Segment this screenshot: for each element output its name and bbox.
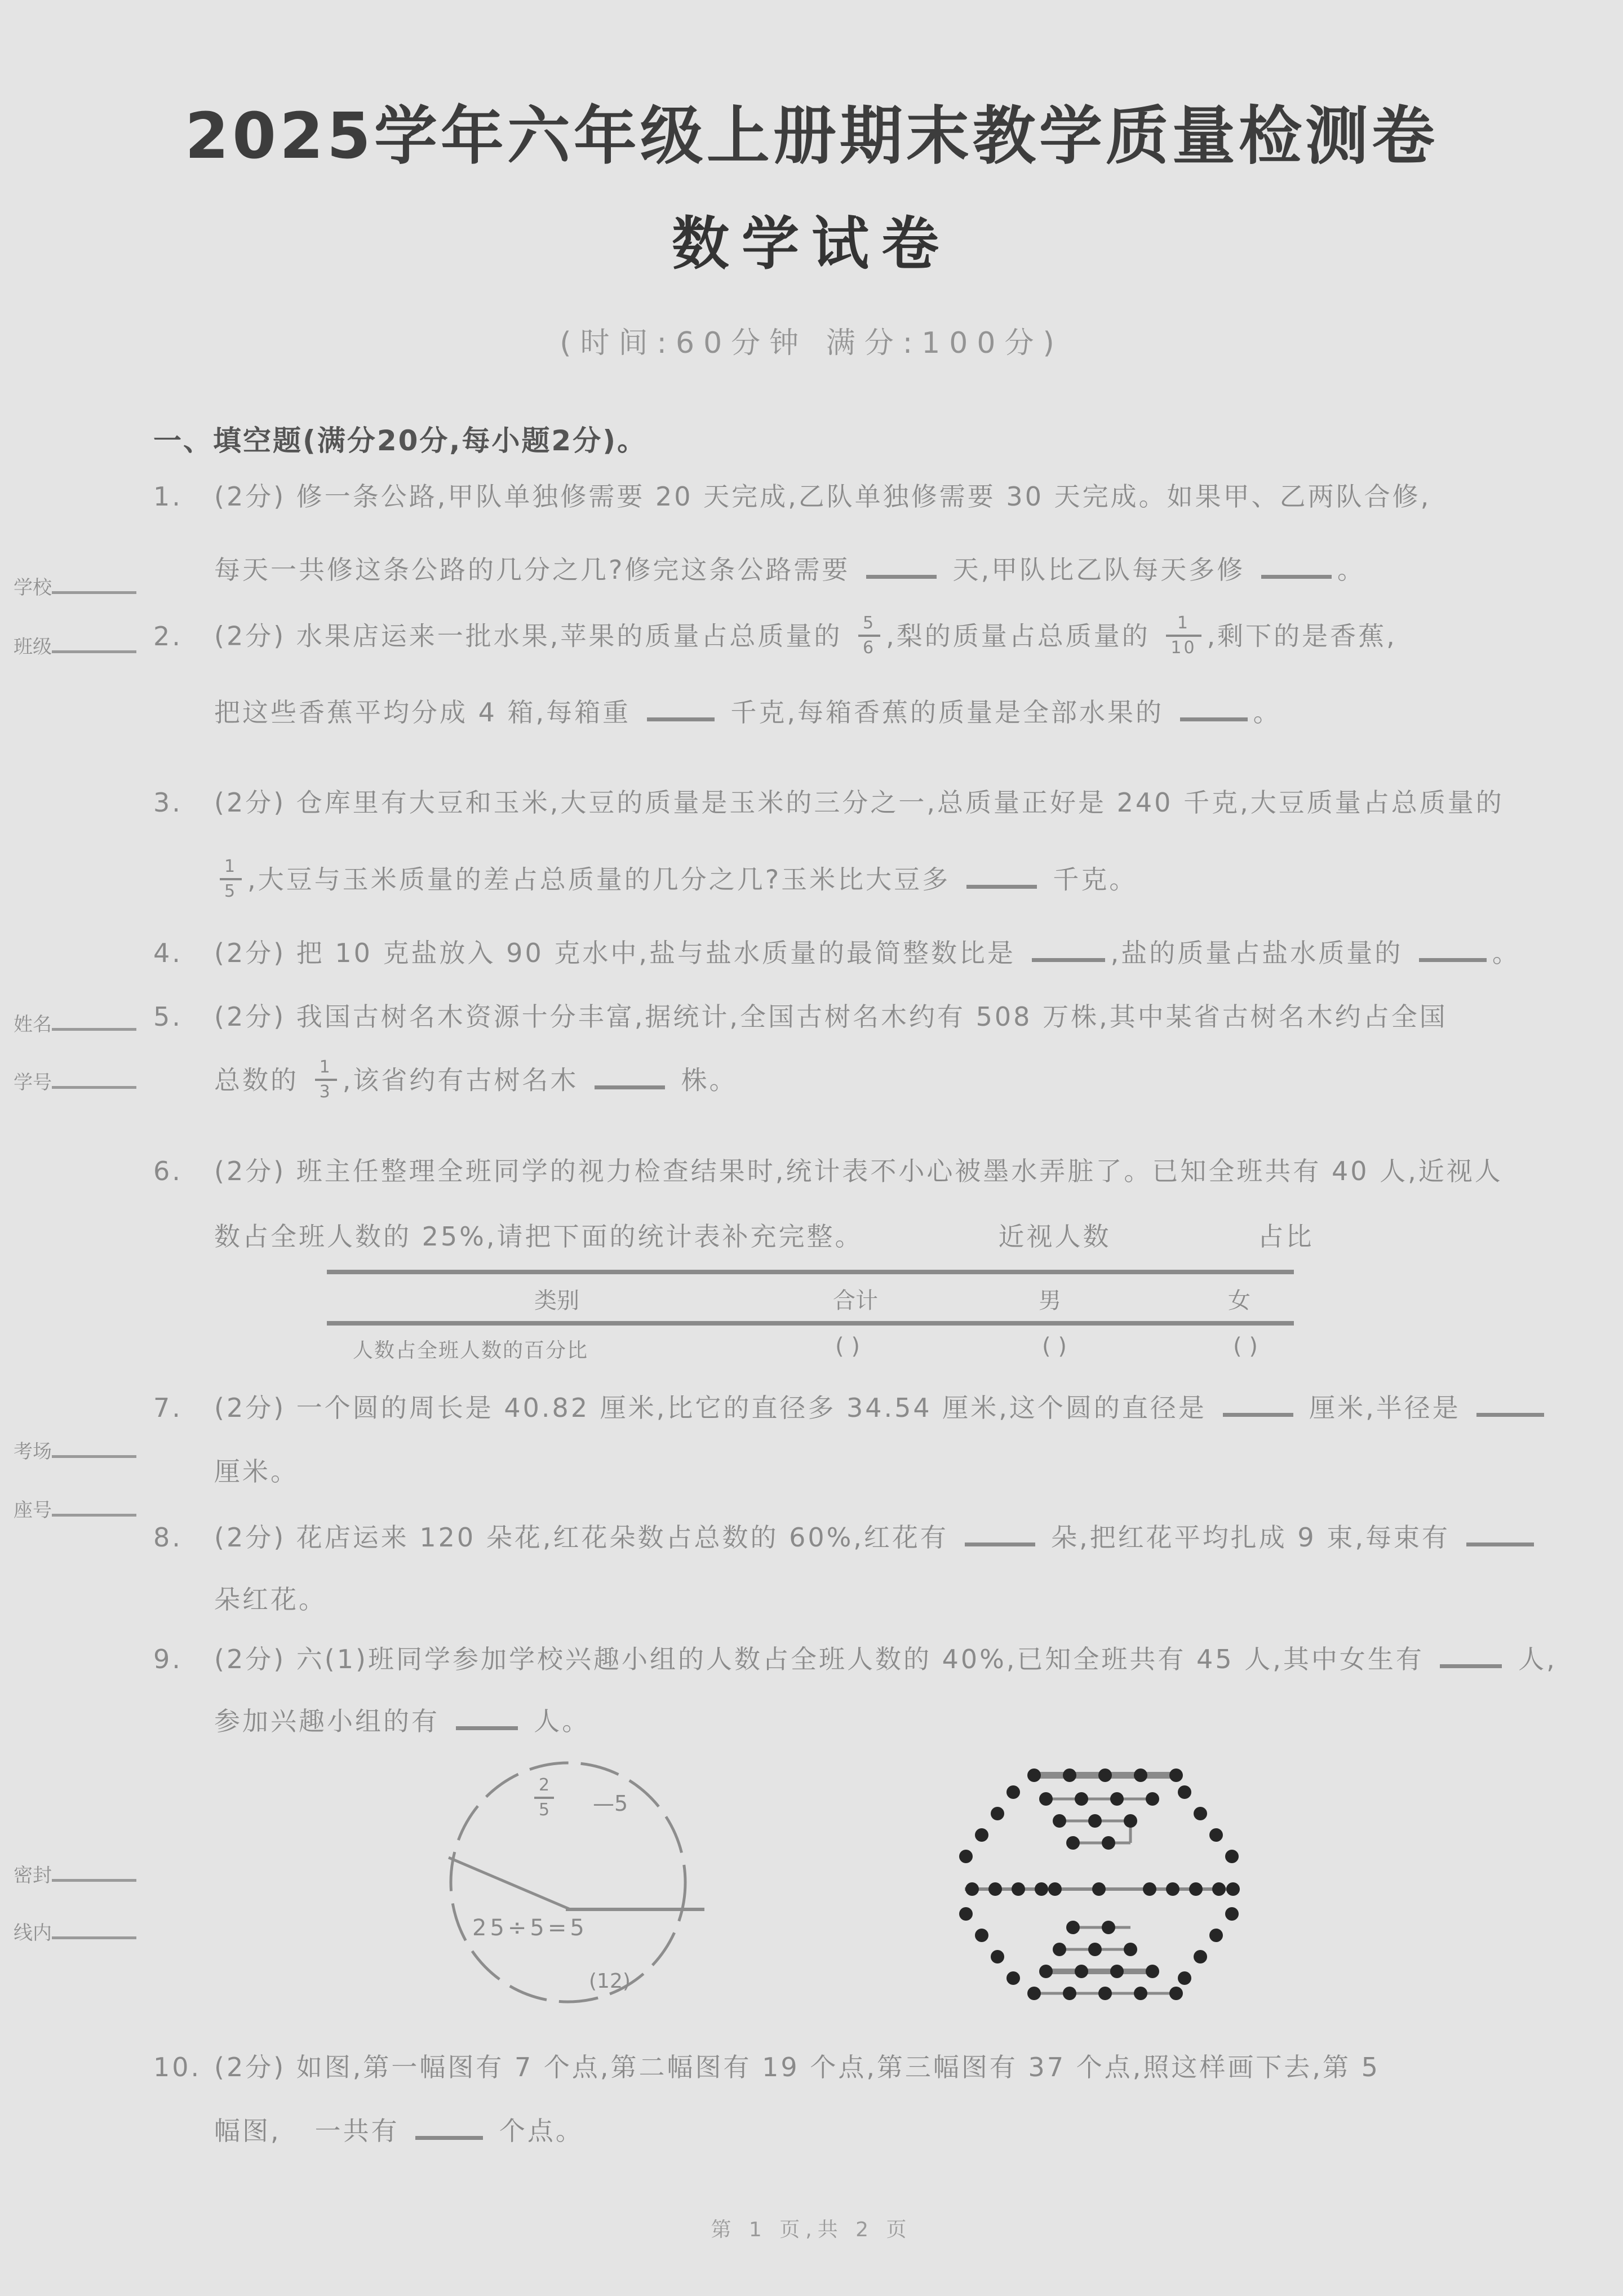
question-text: (2分) 修一条公路,甲队单独修需要 20 天完成,乙队单独修需要 30 天完成。如果甲、乙两队合修, — [214, 481, 1431, 512]
question-3-line — [214, 858, 1137, 900]
question-text: 千克。 — [1042, 864, 1138, 895]
margin-blank-line — [52, 1011, 136, 1031]
table-header-female: 女 — [1228, 1288, 1250, 1314]
question-5-line — [214, 1058, 738, 1101]
margin-label — [14, 631, 136, 659]
page-title: 2025学年六年级上册期末教学质量检测卷 — [185, 100, 1438, 173]
answer-blank — [1466, 1518, 1534, 1546]
question-text: 一共有 — [314, 2116, 410, 2146]
table-header-male: 男 — [1039, 1288, 1061, 1314]
question-text: (2分) 把 10 克盐放入 90 克水中,盐与盐水质量的最简整数比是 — [214, 938, 1026, 968]
answer-blank — [1261, 550, 1332, 579]
margin-label-text: 密封 — [14, 1864, 52, 1887]
question-text: (2分) 班主任整理全班同学的视力检查结果时,统计表不小心被墨水弄脏了。已知全班共有 40 人,近视人 — [214, 1156, 1503, 1186]
margin-label-text: 学号 — [14, 1071, 52, 1094]
question-number: 9. — [153, 1644, 183, 1674]
margin-label — [14, 1495, 136, 1522]
question-text: ,盐的质量占盐水质量的 — [1110, 938, 1413, 968]
table-top-rule — [327, 1270, 1294, 1274]
answer-blank — [415, 2111, 483, 2140]
fraction-two-fifths: $\frac{2}{5}$ — [534, 1776, 554, 1819]
margin-label — [14, 1009, 136, 1036]
answer-blank — [595, 1061, 665, 1089]
table-header-category: 类别 — [534, 1288, 579, 1314]
question-text: (2分) 仓库里有大豆和玉米,大豆的质量是玉米的三分之一,总质量正好是 240 千克,大豆质量占总质量的 — [214, 787, 1504, 818]
margin-label — [14, 1436, 136, 1464]
question-number: 1. — [153, 481, 183, 512]
question-text: 人。 — [523, 1706, 591, 1736]
question-number: 2. — [153, 620, 183, 651]
margin-label-text: 考场 — [14, 1440, 52, 1463]
question-text: (2分) 一个圆的周长是 40.82 厘米,比它的直径多 34.54 厘米,这个圆的直径是 — [214, 1393, 1217, 1423]
question-text: (2分) 水果店运来一批水果,苹果的质量占总质量的 — [214, 620, 853, 651]
question-text: ,该省约有古树名木 — [342, 1065, 589, 1096]
circle-figure-fraction — [529, 1776, 560, 1819]
answer-blank — [1419, 933, 1487, 962]
fraction: $\frac{5}{6}$ — [858, 614, 880, 657]
question-text: 厘米。 — [214, 1456, 299, 1487]
question-text: ,大豆与玉米质量的差占总质量的几分之几?玉米比大豆多 — [247, 864, 961, 895]
question-number: 6. — [153, 1156, 183, 1186]
answer-blank — [966, 860, 1037, 889]
answer-blank — [965, 1518, 1035, 1546]
question-number: 8. — [153, 1522, 183, 1553]
question-2-line — [153, 614, 1397, 657]
margin-blank-line — [52, 574, 136, 594]
question-3-line — [153, 782, 1504, 819]
page-subtitle: 数学试卷 — [672, 211, 951, 278]
question-text: 厘米,半径是 — [1298, 1393, 1471, 1423]
answer-blank — [1032, 933, 1105, 962]
question-text: 近视人数 — [998, 1221, 1111, 1252]
question-6-line — [153, 1151, 1503, 1188]
question-number: 3. — [153, 787, 183, 818]
table-header-total: 合计 — [833, 1288, 878, 1314]
answer-blank — [1180, 693, 1248, 721]
question-text: 把这些香蕉平均分成 4 箱,每箱重 — [214, 697, 641, 728]
question-1-line — [214, 549, 1365, 587]
question-9-line — [214, 1701, 590, 1738]
circle-figure-note: (12) — [589, 1970, 631, 1993]
page-number: 第 1 页,共 2 页 — [711, 2218, 912, 2241]
question-2-line — [214, 692, 1281, 729]
question-number: 4. — [153, 938, 183, 968]
margin-blank-line — [52, 633, 136, 653]
question-7-line — [153, 1388, 1550, 1425]
question-1-line — [153, 476, 1431, 513]
margin-label-text: 线内 — [14, 1922, 52, 1944]
table-row-label: 人数占全班人数的百分比 — [353, 1339, 589, 1362]
circle-figure-side-label: —5 — [593, 1791, 628, 1816]
fraction: $\frac{1}{10}$ — [1166, 614, 1201, 657]
answer-blank — [1440, 1639, 1502, 1668]
question-8-line — [153, 1517, 1540, 1554]
question-text: 幅图, — [214, 2116, 281, 2146]
margin-label-text: 姓名 — [14, 1013, 52, 1036]
dot-pattern-figure — [959, 1768, 1240, 2000]
table-value-male: ( ) — [1042, 1333, 1067, 1359]
question-text: 总数的 — [214, 1065, 309, 1096]
question-6-line — [214, 1216, 1314, 1253]
answer-blank — [1223, 1388, 1293, 1417]
question-number: 5. — [153, 1001, 183, 1032]
margin-label — [14, 1860, 136, 1887]
margin-blank-line — [52, 1497, 136, 1517]
margin-label-text: 学校 — [14, 577, 52, 599]
circle-figure-formula: 25÷5=5 — [472, 1915, 588, 1941]
table-value-total: ( ) — [835, 1333, 860, 1359]
text-gap — [281, 2139, 315, 2140]
question-text: 朵红花。 — [214, 1584, 327, 1615]
question-text: 。 — [1337, 555, 1365, 585]
text-gap — [863, 1244, 999, 1245]
question-number: 10. — [153, 2052, 202, 2082]
answer-blank — [647, 693, 715, 721]
question-text: 千克,每箱香蕉的质量是全部水果的 — [720, 697, 1174, 728]
table-value-female: ( ) — [1233, 1333, 1258, 1359]
question-text: 数占全班人数的 25%,请把下面的统计表补充完整。 — [214, 1221, 863, 1252]
question-text: 占比 — [1257, 1221, 1314, 1252]
question-text: 人, — [1507, 1644, 1557, 1674]
question-text: 每天一共修这条公路的几分之几?修完这条公路需要 — [214, 555, 861, 585]
margin-blank-line — [52, 1069, 136, 1089]
answer-blank — [1476, 1388, 1544, 1417]
question-8-line — [214, 1579, 327, 1616]
margin-label — [14, 1067, 136, 1094]
margin-label — [14, 1917, 136, 1945]
exam-info-line: (时间:60分钟 满分:100分) — [560, 326, 1063, 360]
question-5-line — [153, 996, 1448, 1034]
question-text: (2分) 如图,第一幅图有 7 个点,第二幅图有 19 个点,第三幅图有 37 个点,照这样画下去,第 5 — [214, 2052, 1380, 2082]
question-text: 参加兴趣小组的有 — [214, 1706, 450, 1736]
question-text: 天,甲队比乙队每天多修 — [942, 555, 1256, 585]
question-7-line — [214, 1451, 299, 1488]
margin-blank-line — [52, 1920, 136, 1939]
question-text: 个点。 — [489, 2116, 584, 2146]
question-text: 。 — [1253, 697, 1281, 728]
margin-blank-line — [52, 1862, 136, 1882]
question-10-line — [214, 2111, 584, 2148]
section-heading: 一、填空题(满分20分,每小题2分)。 — [153, 424, 648, 457]
question-text: (2分) 我国古树名木资源十分丰富,据统计,全国古树名木约有 508 万株,其中某省古树名木约占全国 — [214, 1001, 1448, 1032]
question-10-line — [153, 2047, 1380, 2084]
table-mid-rule — [327, 1321, 1294, 1326]
question-text: ,梨的质量占总质量的 — [886, 620, 1161, 651]
fraction: $\frac{1}{5}$ — [220, 858, 242, 900]
question-text: (2分) 六(1)班同学参加学校兴趣小组的人数占全班人数的 40%,已知全班共有 45 人,其中女生有 — [214, 1644, 1435, 1674]
question-number: 7. — [153, 1393, 183, 1423]
question-text: 朵,把红花平均扎成 9 束,每束有 — [1040, 1522, 1461, 1553]
answer-blank — [456, 1701, 518, 1730]
margin-label — [14, 572, 136, 600]
question-text: (2分) 花店运来 120 朵花,红花朵数占总数的 60%,红花有 — [214, 1522, 959, 1553]
question-text: 。 — [1492, 938, 1520, 968]
text-gap — [1111, 1244, 1258, 1245]
margin-blank-line — [52, 1438, 136, 1458]
question-text: 株。 — [670, 1065, 738, 1096]
answer-blank — [866, 550, 937, 579]
circle-figure — [449, 1763, 704, 2002]
margin-label-text: 座号 — [14, 1499, 52, 1522]
question-9-line — [153, 1639, 1557, 1676]
fraction: $\frac{1}{3}$ — [315, 1058, 337, 1101]
margin-label-text: 班级 — [14, 636, 52, 658]
question-text: ,剩下的是香蕉, — [1207, 620, 1397, 651]
question-4-line — [153, 933, 1520, 970]
